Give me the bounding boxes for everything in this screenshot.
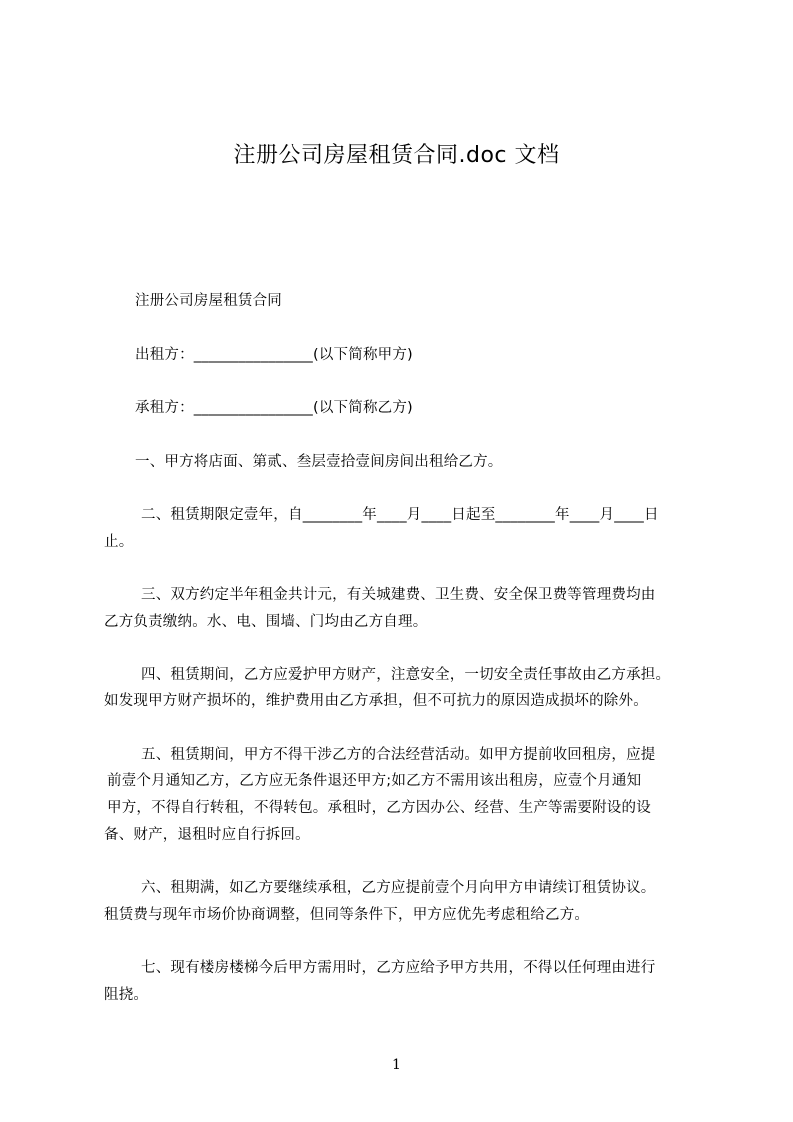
lessee-line: 承租方：________________(以下简称乙方) bbox=[135, 400, 413, 416]
clause-5-line-3: 甲方，不得自行转租，不得转包。承租时，乙方因办公、经营、生产等需要附设的设 bbox=[107, 800, 651, 816]
contract-heading: 注册公司房屋租赁合同 bbox=[135, 293, 282, 309]
clause-6-line-2: 租赁费与现年市场价协商调整，但同等条件下，甲方应优先考虑租给乙方。 bbox=[104, 907, 590, 923]
clause-1-line-1: 一、甲方将店面、第贰、叁层壹拾壹间房间出租给乙方。 bbox=[135, 454, 503, 470]
lessor-line: 出租方：________________(以下简称甲方) bbox=[135, 347, 413, 363]
document-title: 注册公司房屋租赁合同.doc 文档 bbox=[233, 143, 560, 168]
page-number: 1 bbox=[392, 1057, 401, 1073]
clause-3-line-1: 三、双方约定半年租金共计元，有关城建费、卫生费、安全保卫费等管理费均由 bbox=[141, 587, 656, 603]
clause-7-line-1: 七、现有楼房楼梯今后甲方需用时，乙方应给予甲方共用，不得以任何理由进行 bbox=[141, 960, 656, 976]
clause-4-line-2: 如发现甲方财产损坏的，维护费用由乙方承担，但不可抗力的原因造成损坏的除外。 bbox=[104, 693, 648, 709]
clause-5-line-2: 前壹个月通知乙方，乙方应无条件退还甲方;如乙方不需用该出租房，应壹个月通知 bbox=[107, 773, 642, 789]
clause-4-line-1: 四、租赁期间，乙方应爱护甲方财产，注意安全，一切安全责任事故由乙方承担。 bbox=[141, 667, 671, 683]
clause-5-line-1: 五、租赁期间，甲方不得干涉乙方的合法经营活动。如甲方提前收回租房，应提 bbox=[141, 747, 656, 763]
clause-5-line-4: 备、财产，退租时应自行拆回。 bbox=[104, 827, 310, 843]
clause-6-line-1: 六、租期满，如乙方要继续承租，乙方应提前壹个月向甲方申请续订租赁协议。 bbox=[141, 880, 656, 896]
clause-2-line-2: 止。 bbox=[104, 534, 134, 550]
clause-7-line-2: 阻挠。 bbox=[104, 987, 149, 1003]
clause-3-line-2: 乙方负责缴纳。水、电、围墙、门均由乙方自理。 bbox=[104, 614, 428, 630]
clause-2-line-1: 二、租赁期限定壹年，自________年____月____日起至________年____月____日 bbox=[141, 507, 659, 523]
